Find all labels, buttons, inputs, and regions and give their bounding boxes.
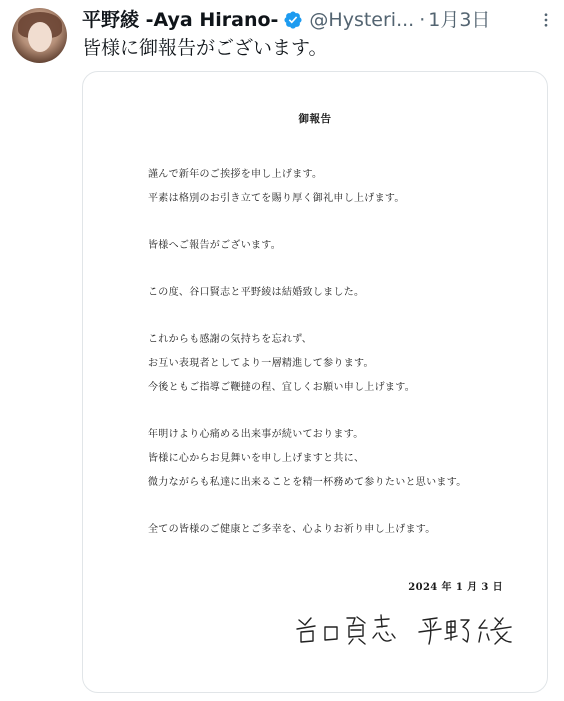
document-line: 謹んで新年のご挨拶を申し上げます。 bbox=[148, 169, 323, 180]
document-line: これからも感謝の気持ちを忘れず、 bbox=[148, 334, 312, 345]
document-line: 全ての皆様のご健康とご多幸を、心よりお祈り申し上げます。 bbox=[148, 524, 436, 535]
header-separator: · bbox=[419, 9, 426, 31]
document-line: 平素は格別のお引き立てを賜り厚く御礼申し上げます。 bbox=[148, 193, 405, 204]
document-line: 微力ながらも私達に出来ることを精一杯務めて参りたいと思います。 bbox=[148, 477, 467, 488]
tweet-media-image[interactable] bbox=[82, 71, 548, 693]
user-handle[interactable]: @Hysteri... bbox=[309, 9, 415, 31]
avatar-face bbox=[28, 22, 52, 52]
avatar[interactable] bbox=[12, 8, 67, 63]
handwritten-signature bbox=[291, 612, 521, 648]
tweet-date[interactable]: 1月3日 bbox=[428, 9, 491, 31]
more-options-icon[interactable] bbox=[534, 8, 558, 32]
document-line: 皆様に心からお見舞いを申し上げますと共に、 bbox=[148, 453, 365, 464]
tweet-text: 皆様に御報告がございます。 bbox=[82, 37, 328, 59]
tweet-header bbox=[82, 7, 558, 33]
display-name[interactable]: 平野綾 -Aya Hirano- bbox=[82, 9, 279, 31]
document-line: この度、谷口賢志と平野綾は結婚致しました。 bbox=[148, 287, 365, 298]
document-line: 年明けより心痛める出来事が続いております。 bbox=[148, 429, 364, 440]
document-date: 2024 年 1 月 3 日 bbox=[408, 582, 503, 593]
document-line: 今後ともご指導ご鞭撻の程、宜しくお願い申し上げます。 bbox=[148, 382, 415, 393]
document-line: お互い表現者としてより一層精進して参ります。 bbox=[148, 358, 374, 369]
document-title: 御報告 bbox=[298, 113, 332, 125]
document-line: 皆様へご報告がございます。 bbox=[148, 240, 282, 251]
announcement-document bbox=[83, 72, 547, 692]
verified-badge-icon bbox=[283, 10, 303, 30]
